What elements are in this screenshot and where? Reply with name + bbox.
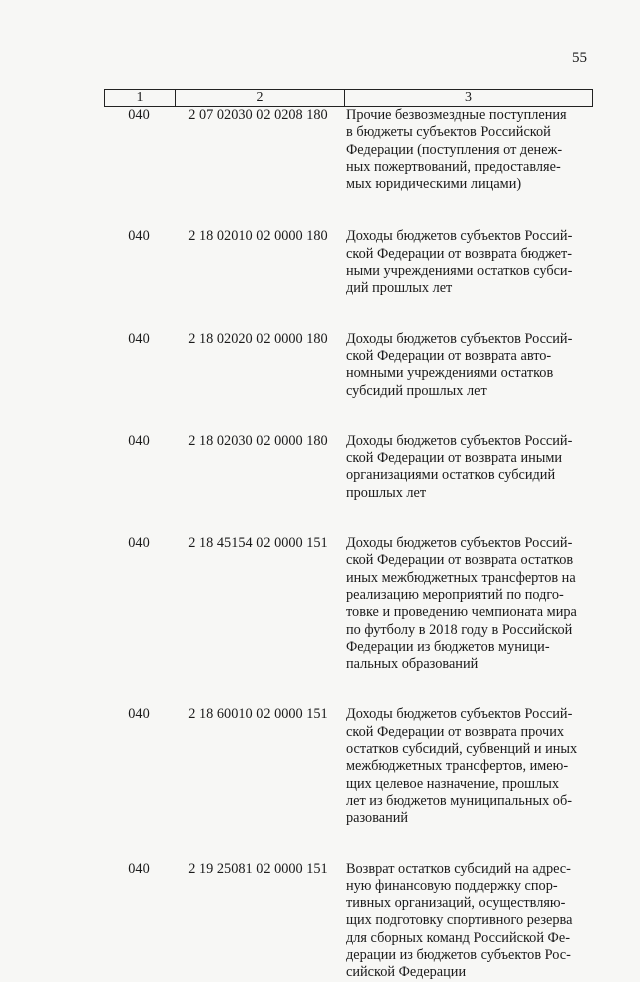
- admin-code: 040: [128, 330, 150, 347]
- description-line: пальных образований: [346, 656, 479, 673]
- description-line: межбюджетных трансфертов, имею-: [346, 758, 569, 775]
- description-line: ными учреждениями остатков субси-: [346, 263, 573, 280]
- description-line: иных межбюджетных трансфертов на: [346, 569, 576, 586]
- description: [342, 228, 591, 297]
- description: [342, 433, 591, 502]
- description: [342, 706, 591, 827]
- admin-code: 040: [128, 432, 150, 449]
- table-row: [104, 331, 591, 400]
- description-line: щих подготовку спортивного резерва: [346, 912, 573, 929]
- description-line: лет из бюджетов муниципальных об-: [346, 792, 572, 809]
- admin-code: 040: [128, 706, 150, 723]
- description-line: дий прошлых лет: [346, 280, 453, 297]
- description-line: прошлых лет: [346, 484, 427, 501]
- admin-code: 040: [128, 535, 150, 552]
- kbk-code: 2 18 02030 02 0000 180: [188, 432, 328, 449]
- description-line: сийской Федерации: [346, 964, 467, 981]
- description-line: мых юридическими лицами): [346, 176, 522, 193]
- description-line: тивных организаций, осуществляю-: [346, 895, 566, 912]
- description-line: Доходы бюджетов субъектов Россий-: [346, 330, 573, 347]
- description-line: Возврат остатков субсидий на адрес-: [346, 860, 571, 877]
- description: [342, 107, 591, 193]
- kbk-code: 2 07 02030 02 0208 180: [188, 107, 328, 123]
- header-col-2: 2: [176, 90, 345, 106]
- description-line: организациями остатков субсидий: [346, 467, 556, 484]
- table-row: [104, 706, 591, 827]
- description-line: дерации из бюджетов субъектов Рос-: [346, 946, 571, 963]
- description-line: Прочие безвозмездные поступления: [346, 107, 567, 123]
- description: [342, 861, 591, 982]
- description-line: ской Федерации от возврата авто-: [346, 347, 552, 364]
- admin-code: 040: [128, 860, 150, 877]
- kbk-code: 2 18 45154 02 0000 151: [188, 535, 328, 552]
- description-line: Доходы бюджетов субъектов Россий-: [346, 432, 573, 449]
- kbk-code: 2 18 02020 02 0000 180: [188, 330, 328, 347]
- table-row: [104, 861, 591, 982]
- description-line: по футболу в 2018 году в Российской: [346, 621, 573, 638]
- table-row: [104, 433, 591, 502]
- description-line: остатков субсидий, субвенций и иных: [346, 741, 578, 758]
- description-line: Доходы бюджетов субъектов Россий-: [346, 535, 573, 552]
- description-line: в бюджеты субъектов Российской: [346, 124, 551, 141]
- description-line: ской Федерации от возврата остатков: [346, 552, 574, 569]
- description-line: Федерации из бюджетов муници-: [346, 638, 550, 655]
- admin-code: 040: [128, 228, 150, 245]
- description-line: Федерации (поступления от денеж-: [346, 141, 563, 158]
- admin-code: 040: [128, 107, 150, 123]
- kbk-code: 2 18 02010 02 0000 180: [188, 228, 328, 245]
- description-line: ской Федерации от возврата бюджет-: [346, 245, 573, 262]
- description-line: для сборных команд Российской Фе-: [346, 929, 570, 946]
- description-line: Доходы бюджетов субъектов Россий-: [346, 706, 573, 723]
- kbk-code: 2 19 25081 02 0000 151: [188, 860, 328, 877]
- description-line: ской Федерации от возврата иными: [346, 450, 563, 467]
- description-line: ных пожертвований, предоставляе-: [346, 158, 561, 175]
- description: [342, 535, 591, 673]
- description-line: ской Федерации от возврата прочих: [346, 723, 565, 740]
- description-line: субсидий прошлых лет: [346, 382, 487, 399]
- description-line: номными учреждениями остатков: [346, 365, 554, 382]
- description: [342, 331, 591, 400]
- table-row: [104, 107, 591, 193]
- header-col-3: 3: [465, 90, 472, 105]
- page-number: 55: [572, 50, 587, 66]
- description-line: товке и проведению чемпионата мира: [346, 604, 577, 621]
- table-row: [104, 535, 591, 673]
- description-line: Доходы бюджетов субъектов Россий-: [346, 228, 573, 245]
- description-line: разований: [346, 810, 409, 827]
- header-col-1: 1: [105, 90, 176, 106]
- kbk-code: 2 18 60010 02 0000 151: [188, 706, 328, 723]
- description-line: щих целевое назначение, прошлых: [346, 775, 560, 792]
- table-header: [104, 89, 593, 107]
- description-line: реализацию мероприятий по подго-: [346, 586, 564, 603]
- table-row: [104, 228, 591, 297]
- description-line: ную финансовую поддержку спор-: [346, 877, 558, 894]
- table-body: [104, 107, 591, 982]
